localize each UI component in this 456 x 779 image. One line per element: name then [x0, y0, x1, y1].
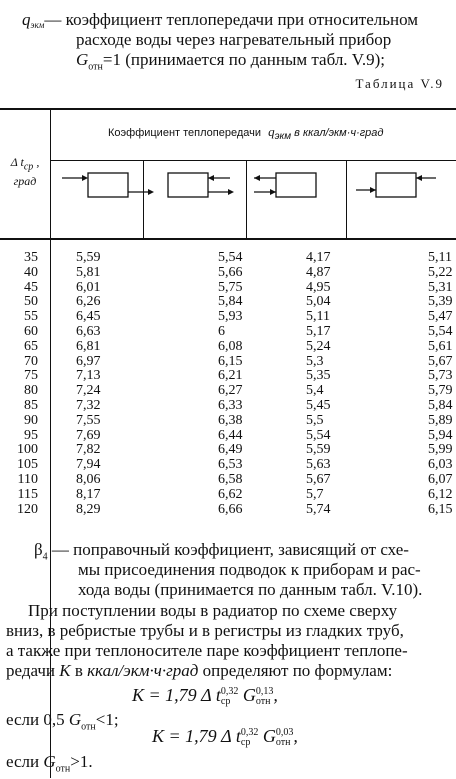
formula-1-g-sup: 0,13 — [255, 685, 274, 697]
delta-t-cell: 110 — [17, 471, 38, 487]
q-def-line2: расходе воды через нагревательный прибор — [76, 30, 392, 49]
scheme-3-value: 5,7 — [306, 486, 324, 502]
delta-t-cell: 120 — [17, 501, 38, 517]
table-row — [0, 473, 456, 488]
scheme-1-value: 6,01 — [76, 279, 101, 295]
formula-1-t-exp — [221, 687, 239, 707]
scheme-1-value: 7,69 — [76, 427, 101, 443]
delta-t-cell: 90 — [24, 412, 38, 428]
table-row — [0, 488, 456, 503]
table-row — [0, 443, 456, 458]
condition-1-rest: <1; — [95, 710, 119, 729]
table-row — [0, 340, 456, 355]
column-group-header — [108, 124, 383, 142]
formula-1 — [132, 685, 278, 707]
condition-2-g-sub: отн — [55, 763, 71, 775]
scheme-2-value: 6,53 — [218, 457, 243, 473]
scheme-4-value: 5,94 — [428, 427, 453, 443]
scheme-3-value: 5,4 — [306, 383, 324, 399]
condition-1-g: G — [68, 710, 82, 729]
table-row — [0, 295, 456, 310]
header-symbol-sub: экм — [274, 131, 292, 143]
scheme-4-value: 5,54 — [428, 323, 453, 339]
formula-2-lhs: K = 1,79 Δ t — [152, 726, 241, 746]
formula-1-tail: , — [273, 685, 278, 705]
q-def-line3-rest: =1 (принимается по данным табл. V.9); — [102, 50, 386, 69]
table-row — [0, 458, 456, 473]
beta-line1-text: — поправочный коэффициент, зависящий от схе- — [47, 540, 409, 559]
scheme-1-value: 6,81 — [76, 338, 101, 354]
g-subscript: отн — [88, 61, 103, 73]
col-divider-2 — [246, 160, 247, 238]
delta-t-cell: 85 — [24, 397, 38, 413]
scheme-2-value: 6,27 — [218, 383, 243, 399]
scheme-2-value: 6 — [218, 323, 225, 339]
delta-t-cell: 60 — [24, 323, 38, 339]
q-def-line1: — коэффициент теплопередачи при относительном — [44, 10, 419, 29]
scheme-3-value: 5,24 — [306, 338, 331, 354]
formula-1-lhs: K = 1,79 Δ t — [132, 685, 221, 705]
condition-1 — [6, 710, 119, 737]
delta-t-cell: 95 — [24, 427, 38, 443]
body-line4 — [6, 661, 392, 681]
scheme-3-value: 5,3 — [306, 353, 324, 369]
scheme-2-value: 5,84 — [218, 294, 243, 310]
body-line1: При поступлении воды в радиатор по схеме сверху — [28, 601, 398, 620]
q-subscript: экм — [30, 20, 45, 30]
scheme-2-value: 6,44 — [218, 427, 243, 443]
formula-1-g-sub: отн — [255, 695, 271, 707]
condition-2-g: G — [43, 752, 56, 771]
formula-2-g-sup: 0,03 — [275, 726, 294, 738]
scheme-3-value: 5,54 — [306, 427, 331, 443]
scheme-4-value: 6,07 — [428, 471, 453, 487]
formula-1-t-sub: ср — [220, 695, 231, 707]
scheme-2-diagram — [150, 172, 246, 198]
table-row — [0, 414, 456, 429]
condition-2-rest: >1. — [70, 752, 93, 771]
scheme-3-value: 5,59 — [306, 442, 331, 458]
scheme-2-value: 6,33 — [218, 397, 243, 413]
body-line3: а также при теплоносителе паре коэффициент теплопе- — [6, 641, 408, 660]
scheme-3-value: 5,67 — [306, 471, 331, 487]
header-symbol: q — [268, 124, 275, 139]
body-line4-prefix: редачи — [6, 661, 60, 680]
table-row — [0, 325, 456, 340]
formula-2 — [152, 726, 298, 748]
scheme-4-value: 5,47 — [428, 309, 453, 325]
scheme-1-diagram — [60, 172, 156, 198]
q-def-line3 — [76, 50, 385, 77]
condition-2 — [6, 752, 93, 779]
scheme-4-value: 5,79 — [428, 383, 453, 399]
condition-1-text: если 0,5 — [6, 710, 69, 729]
scheme-2-value: 6,08 — [218, 338, 243, 354]
scheme-4-value: 5,99 — [428, 442, 453, 458]
scheme-1-value: 6,97 — [76, 353, 101, 369]
header-units: в ккал/экм·ч·град — [294, 127, 384, 139]
beta-subscript: 4 — [42, 551, 48, 563]
formula-2-g: G — [262, 726, 276, 746]
scheme-1-value: 7,32 — [76, 397, 101, 413]
scheme-4-diagram — [352, 172, 448, 198]
body-line4-rest: определяют по формулам: — [198, 661, 393, 680]
delta-t-cell: 75 — [24, 368, 38, 384]
scheme-2-value: 5,66 — [218, 264, 243, 280]
scheme-3-value: 5,04 — [306, 294, 331, 310]
scheme-1-value: 8,17 — [76, 486, 101, 502]
scheme-4-value: 5,84 — [428, 397, 453, 413]
table-row — [0, 355, 456, 370]
condition-2-text: если — [6, 752, 44, 771]
delta-t-cell: 65 — [24, 338, 38, 354]
table-body — [0, 251, 456, 517]
scheme-1-value: 7,24 — [76, 383, 101, 399]
scheme-3-value: 4,95 — [306, 279, 331, 295]
scheme-4-value: 5,11 — [428, 250, 452, 265]
scheme-3-value: 5,35 — [306, 368, 331, 384]
delta-t-cell: 115 — [17, 486, 38, 502]
scheme-3-value: 5,45 — [306, 397, 331, 413]
table-row — [0, 399, 456, 414]
table-row — [0, 369, 456, 384]
scheme-4-value: 5,39 — [428, 294, 453, 310]
scheme-2-value: 6,38 — [218, 412, 243, 428]
scheme-1-value: 8,06 — [76, 471, 101, 487]
scheme-2-value: 6,58 — [218, 471, 243, 487]
scheme-4-value: 6,03 — [428, 457, 453, 473]
formula-2-g-exp — [276, 728, 294, 748]
delta-t-cell: 45 — [24, 279, 38, 295]
delta-t-cell: 40 — [24, 264, 38, 280]
scheme-3-value: 5,11 — [306, 309, 330, 325]
formula-1-t-sup: 0,32 — [220, 685, 239, 697]
scheme-1-value: 7,55 — [76, 412, 101, 428]
header-prefix: Коэффициент теплопередачи — [108, 127, 262, 139]
scheme-1-value: 7,82 — [76, 442, 101, 458]
formula-2-t-sup: 0,32 — [240, 726, 259, 738]
scheme-2-value: 5,75 — [218, 279, 243, 295]
scheme-1-value: 7,94 — [76, 457, 101, 473]
scheme-4-value: 6,15 — [428, 501, 453, 517]
row-header-subscript: ср — [23, 161, 34, 173]
header-sub-rule — [50, 160, 456, 161]
k-symbol: K — [59, 661, 71, 680]
table-row — [0, 266, 456, 281]
scheme-4-value: 6,12 — [428, 486, 453, 502]
table-top-rule — [0, 108, 456, 110]
row-header-unit: град — [13, 174, 37, 189]
scheme-3-value: 5,74 — [306, 501, 331, 517]
g-symbol: G — [76, 50, 89, 69]
delta-t-cell: 80 — [24, 383, 38, 399]
table-row — [0, 503, 456, 518]
body-line4-units: ккал/экм·ч·град — [87, 661, 199, 680]
beta-line3: хода воды (принимается по данным табл. V.10). — [78, 580, 423, 599]
delta-t-cell: 100 — [17, 442, 38, 458]
scheme-1-value: 6,63 — [76, 323, 101, 339]
scheme-1-value: 6,45 — [76, 309, 101, 325]
header-bottom-rule — [0, 238, 456, 240]
q-symbol: q — [22, 10, 31, 29]
col-divider-3 — [346, 160, 347, 238]
formula-2-g-sub: отн — [275, 736, 291, 748]
scheme-2-value: 6,49 — [218, 442, 243, 458]
table-row — [0, 281, 456, 296]
formula-1-g: G — [242, 685, 256, 705]
scheme-3-value: 4,17 — [306, 250, 331, 265]
scheme-3-value: 5,17 — [306, 323, 331, 339]
delta-t-cell: 35 — [24, 250, 38, 265]
scheme-3-value: 5,63 — [306, 457, 331, 473]
scheme-2-value: 6,15 — [218, 353, 243, 369]
table-row — [0, 384, 456, 399]
table-row — [0, 429, 456, 444]
row-header-label: Δ $t_{ср}$ , град — [10, 155, 40, 189]
formula-2-tail: , — [293, 726, 298, 746]
scheme-4-value: 5,67 — [428, 353, 453, 369]
scheme-3-value: 4,87 — [306, 264, 331, 280]
scheme-1-value: 8,29 — [76, 501, 101, 517]
formula-1-g-exp — [256, 687, 274, 707]
scheme-4-value: 5,89 — [428, 412, 453, 428]
scheme-2-value: 6,62 — [218, 486, 243, 502]
beta-line2: мы присоединения подводок к приборам и рас- — [78, 560, 421, 579]
formula-2-t-sub: ср — [240, 736, 251, 748]
scheme-2-value: 5,93 — [218, 309, 243, 325]
scheme-2-value: 5,54 — [218, 250, 243, 265]
delta-t-cell: 50 — [24, 294, 38, 310]
body-line2: вниз, в ребристые трубы и в регистры из гладких труб, — [6, 621, 404, 640]
scheme-1-value: 5,59 — [76, 250, 101, 265]
table-caption: Таблица V.9 — [355, 76, 444, 91]
scheme-2-value: 6,66 — [218, 501, 243, 517]
scheme-3-value: 5,5 — [306, 412, 324, 428]
table-row — [0, 251, 456, 266]
scheme-1-value: 5,81 — [76, 264, 101, 280]
delta-t-cell: 55 — [24, 309, 38, 325]
scheme-3-diagram — [250, 172, 346, 198]
beta-symbol: β — [34, 540, 43, 559]
delta-t-cell: 105 — [17, 457, 38, 473]
delta-t-cell: 70 — [24, 353, 38, 369]
formula-2-t-exp — [241, 728, 259, 748]
scheme-1-value: 6,26 — [76, 294, 101, 310]
scheme-1-value: 7,13 — [76, 368, 101, 384]
row-header-symbol: Δ t — [10, 155, 24, 169]
table-row — [0, 310, 456, 325]
scheme-4-value: 5,31 — [428, 279, 453, 295]
scheme-2-value: 6,21 — [218, 368, 243, 384]
body-line4-mid: в — [70, 661, 88, 680]
scheme-4-value: 5,22 — [428, 264, 453, 280]
scheme-4-value: 5,73 — [428, 368, 453, 384]
scheme-4-value: 5,61 — [428, 338, 453, 354]
condition-1-g-sub: отн — [81, 721, 96, 733]
